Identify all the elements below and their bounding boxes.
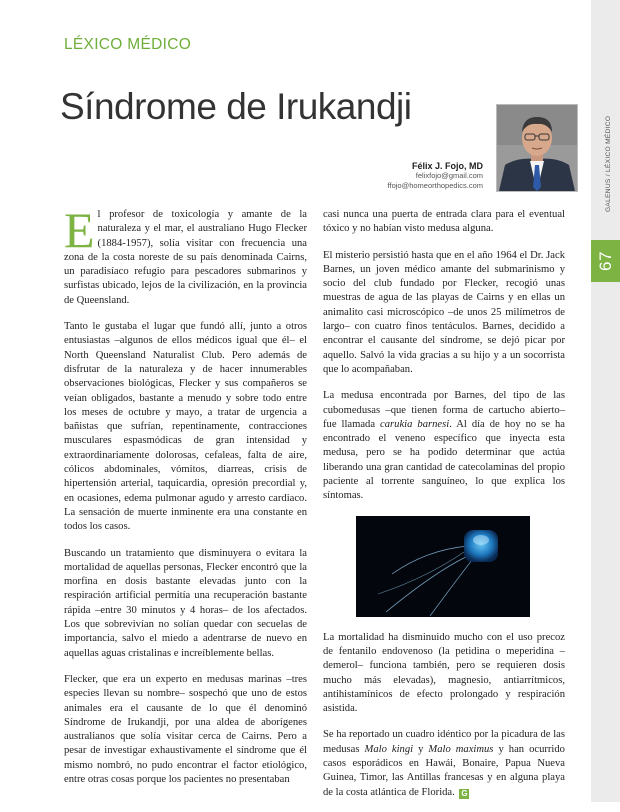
page-number: 67 <box>595 251 615 271</box>
right-column <box>323 208 565 812</box>
paragraph: La mortalidad ha disminuido mucho con el uso precoz de fentanilo endovenoso (la petidina o meperidina –demerol– funciona también, pero se requieren dosis mucho más elevadas), magnesio, antiarrítmicos, antihistamínicos de efecto prolongado y respiración asistida. <box>323 631 565 715</box>
sidebar-label: GALENUS / LÉXICO MÉDICO <box>605 115 612 212</box>
paragraph: Tanto le gustaba el lugar que fundó allí, junto a otros entusiastas –algunos de ellos médicos igual que él– el North Queensland Naturalist Club. Pero además de disfrutar de la naturaleza y de hacer innumerables observaciones biológicas, Flecker y sus compañeros se veían obligados, bastante a menudo y sobre todo entre los meses de octubre y mayo, a tratar de urgencia a bañistas que sufrían, repentinamente, contracciones musculares espasmódicas de gran intensidad y extraordinariamente dolorosas, cefaleas, falta de aire, cólicos abdominales, vómitos, diarreas, crisis de hipertensión arterial, taquicardia, opresión precordial y, en ocasiones, edema pulmonar agudo y arresto cardiaco. La sensación de muerte inminente era una constante en todos los casos. <box>64 321 307 533</box>
drop-cap: E <box>64 202 95 258</box>
jellyfish-photo <box>356 516 530 617</box>
paragraph: Buscando un tratamiento que disminuyera o evitara la mortalidad de aquellas personas, Flecker encontró que la morfina en dosis bastante elevadas junto con la respiración artificial permitía una recuperación bastante rápida –entre 30 minutos y 4 horas– de los afectados. Los que sobrevivían no solían quedar con secuelas de importancia, salvo el miedo a adentrarse de nuevo en aquellas aguas cristalinas e increíblemente bellas. <box>64 547 307 659</box>
left-column <box>64 202 307 799</box>
author-email-1[interactable]: felixfojo@gmail.com <box>415 171 483 180</box>
paragraph: Se ha reportado un cuadro idéntico por la picadura de las medusas Malo kingi y Malo maximus y han ocurrido casos esporádicos en Hawái, Bonaire, Papua Nueva Guinea, Timor, las Antillas francesas y en alguna playa de la costa atlántica de Florida. G <box>323 729 565 798</box>
author-email-2[interactable]: ffojo@homeorthopedics.com <box>387 181 483 190</box>
paragraph: Flecker, que era un experto en medusas marinas –tres especies llevan su nombre– sospechó que uno de estos animales era el causante de lo que él denominó Síndrome de Irukandji, por una aldea de aborígenes australianos que solía visitar cerca de Cairns. Pero a pesar de investigar exhaustivamente el síndrome que él mismo nombró, no pudo encontrar el factor etiológico, entre otras cosas porque los pacientes no presentaban <box>64 673 307 785</box>
author-block <box>388 161 483 191</box>
author-photo <box>496 104 578 192</box>
end-mark: G <box>461 788 468 798</box>
paragraph: casi nunca una puerta de entrada clara para el eventual tóxico y no habían visto medusa alguna. <box>323 209 565 235</box>
paragraph: El misterio persistió hasta que en el año 1964 el Dr. Jack Barnes, un joven médico amante del submarinismo y socio del club fundado por Flecker, recogió unas muestras de agua de las playas de Cairns y en ellas un animalito casi microscópico –de unos 25 milímetros de largo– con cuatro finos tentáculos. Barnes, decidido a encontrar el causante del síndrome, se dejó picar por aquello. Salvó la vida gracias a su hijo y a un socorrista que lo acompañaban. <box>323 249 565 375</box>
section-heading: LÉXICO MÉDICO <box>64 36 192 53</box>
paragraph: La medusa encontrada por Barnes, del tipo de las cubomedusas –que tienen forma de cartucho abierto– fue llamada carukia barnesi. Al día de hoy no se ha encontrado el veneno específico que inyecta esta medusa, pero se ha podido determinar que actúa liberando una gran cantidad de catecolaminas del propio paciente al torrente sanguíneo, lo que explica los síntomas. <box>323 390 566 502</box>
author-name: Félix J. Fojo, MD <box>411 161 483 171</box>
article-title: Síndrome de Irukandji <box>60 86 412 127</box>
paragraph: El profesor de toxicología y amante de la naturaleza y el mar, el australiano Hugo Flecker (1884-1957), solía visitar con frecuencia una zona de la costa noreste de su país denominada Cairns, un paradisíaco refugio para pescadores submarinos y surfistas ubicado, lejos de la civilización, en la provincia de Queensland. <box>64 202 307 306</box>
